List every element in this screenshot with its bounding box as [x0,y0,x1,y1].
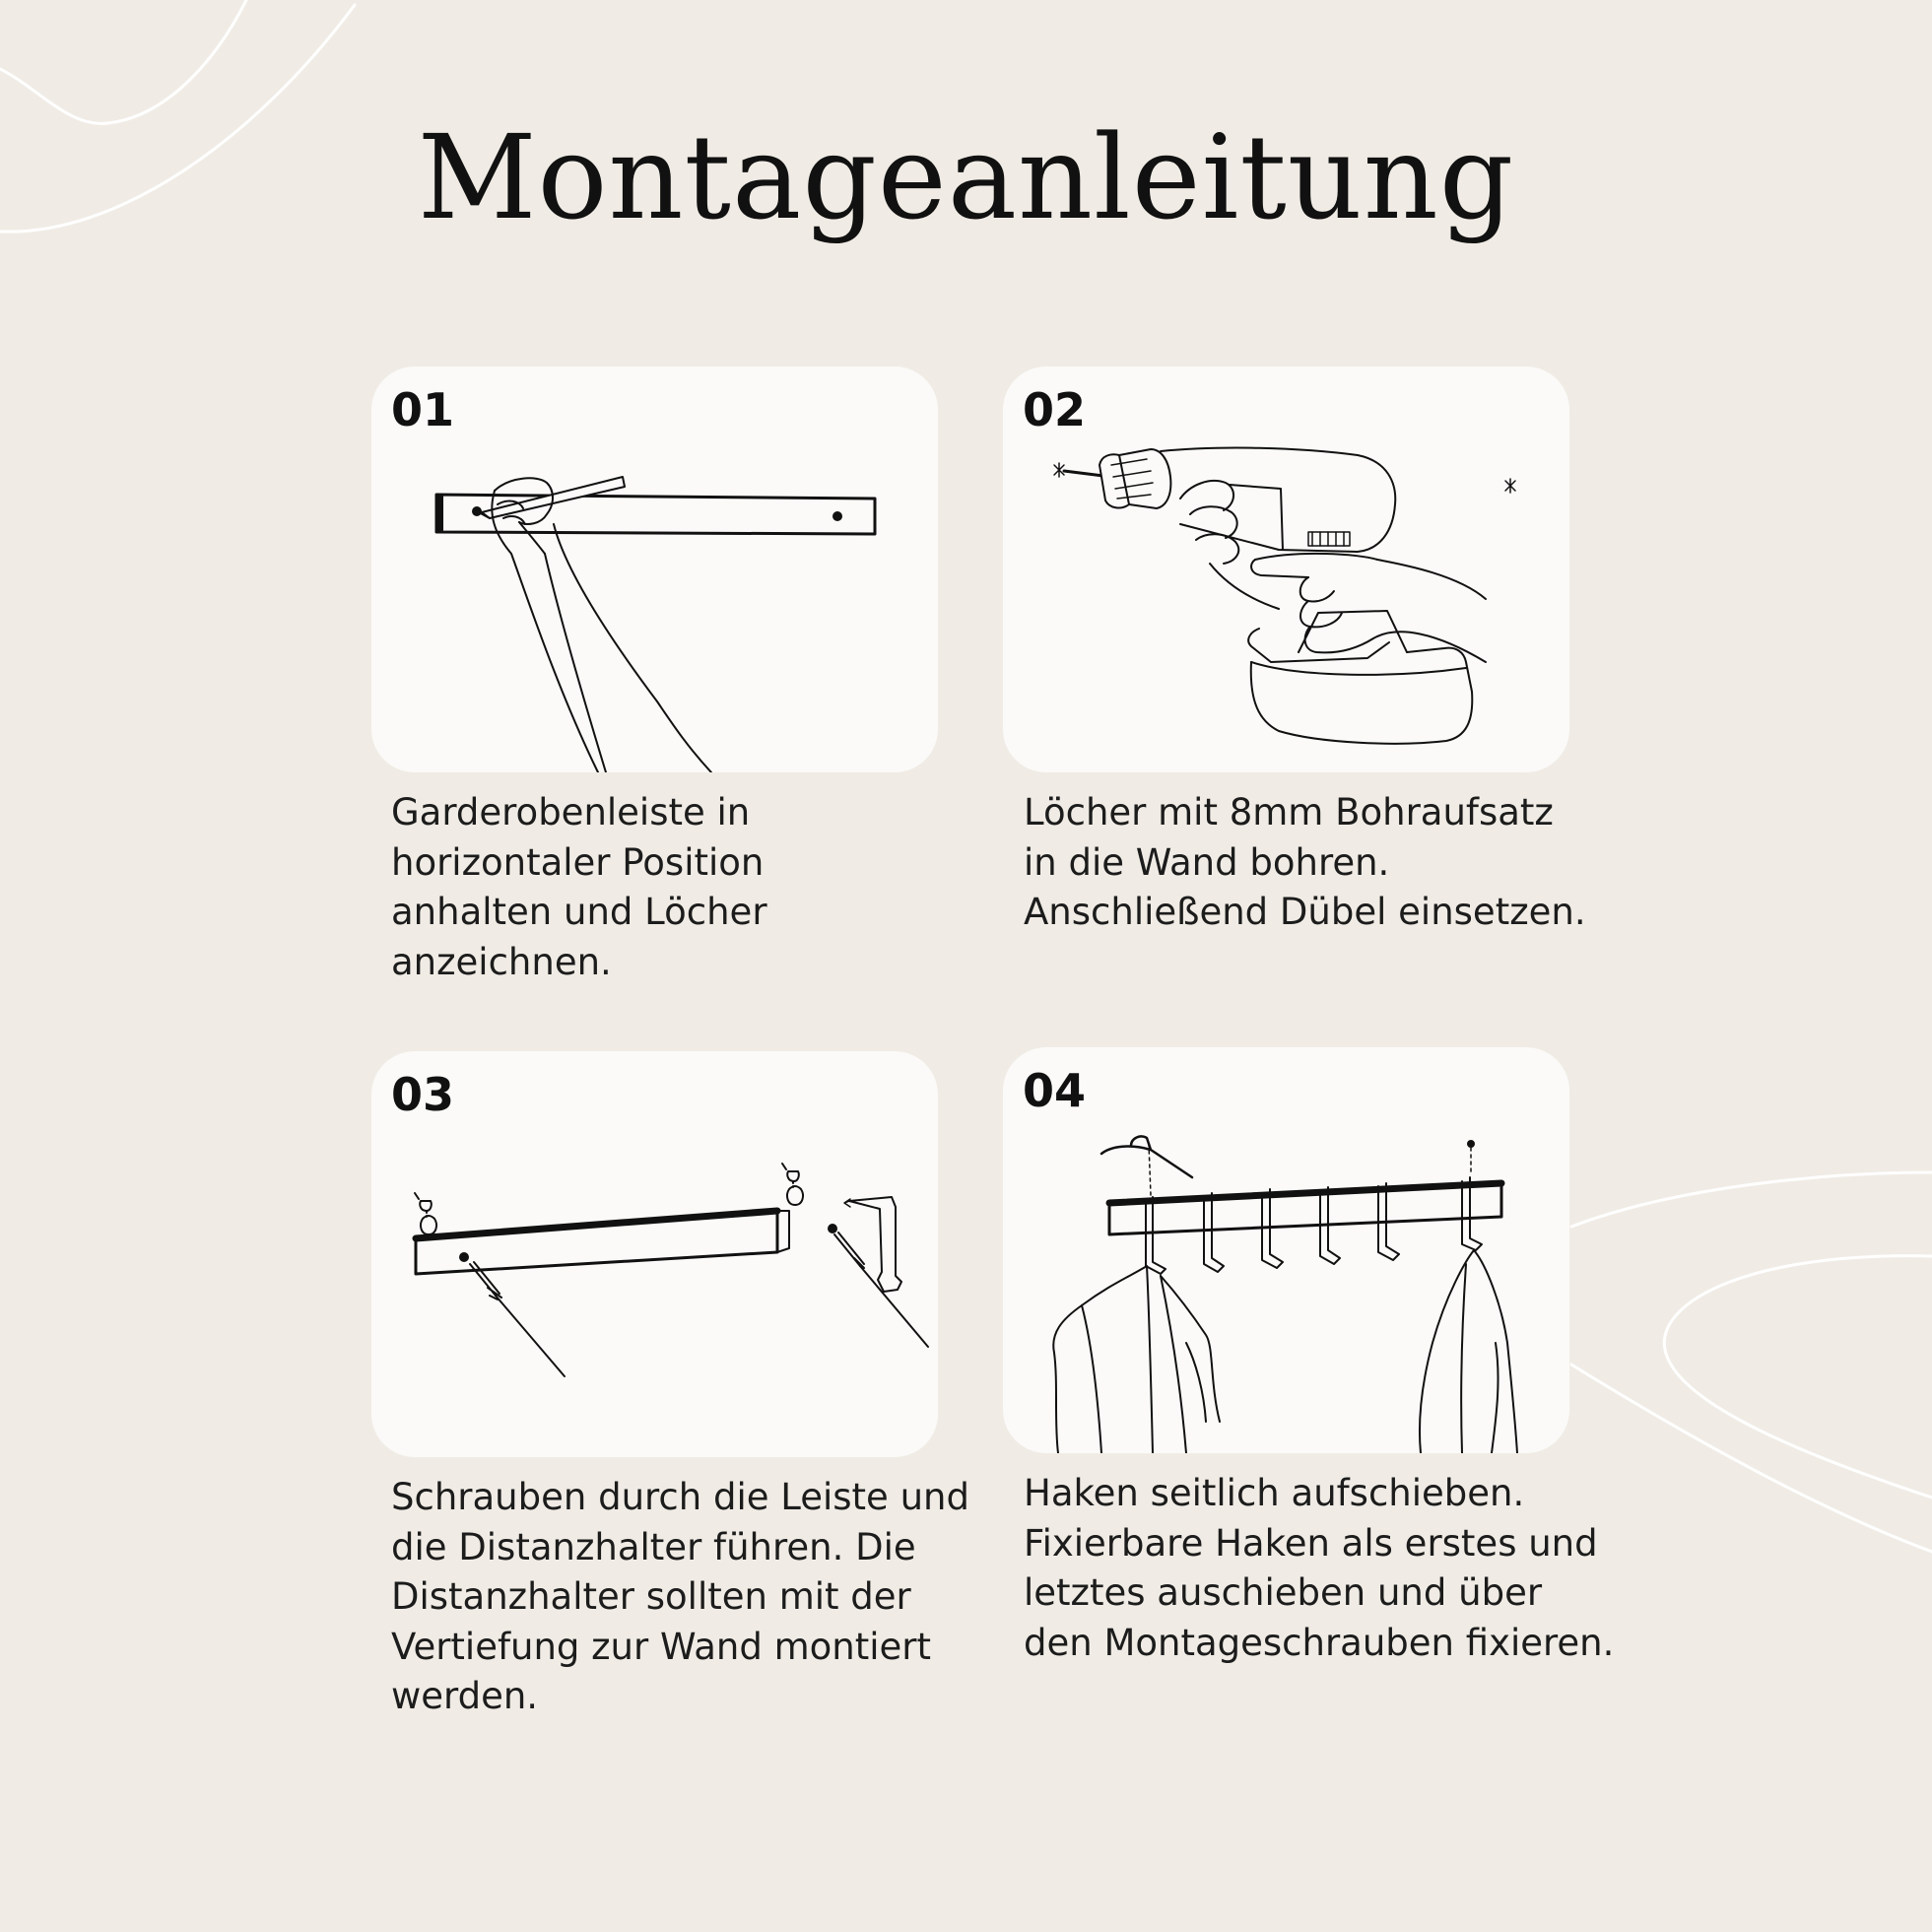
step-description-04: Haken seitlich aufschieben. Fixierbare Haken als erstes und letztes auschieben und über den Montageschrauben fixieren. [1024,1472,1615,1664]
hand-marking-holes-on-rail-icon [371,366,938,772]
step-card-01 [371,366,938,772]
rail-screws-spacers-icon [371,1051,938,1457]
step-description-01: Garderobenleiste in horizontaler Position anhalten und Löcher anzeichnen. [391,791,767,983]
drill-with-dust-catcher-icon [1003,366,1569,772]
step-description-03: Schrauben durch die Leiste und die Distanzhalter führen. Die Distanzhalter sollten mit der Vertiefung zur Wand montiert werden. [391,1476,969,1717]
step-number: 03 [391,1068,455,1121]
step-number: 01 [391,383,455,436]
step-card-04 [1003,1047,1569,1453]
step-number: 04 [1023,1064,1087,1117]
step-card-02 [1003,366,1569,772]
step-description-02: Löcher mit 8mm Bohraufsatz in die Wand bohren. Anschließend Dübel einsetzen. [1024,791,1586,933]
rail-with-hooks-and-towels-icon [1003,1047,1569,1453]
step-card-03 [371,1051,938,1457]
page-title: Montageanleitung [417,109,1515,245]
step-number: 02 [1023,383,1087,436]
